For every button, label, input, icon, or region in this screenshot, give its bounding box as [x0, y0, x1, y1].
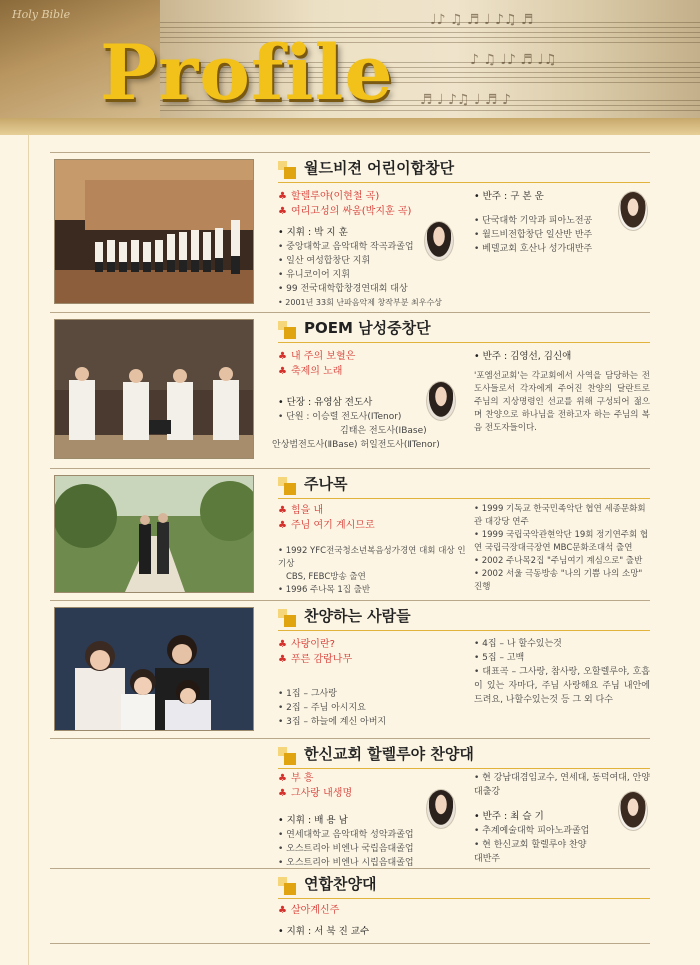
bible-cover-text: Holy Bible: [12, 8, 71, 21]
list-item: • 단국대학 기악과 피아노전공: [474, 214, 624, 228]
song-title: ♣ 축제의 노래: [278, 366, 343, 377]
list-item: • 유니코이어 지휘: [278, 268, 468, 282]
margin-line: [28, 135, 29, 965]
section-poem: [50, 312, 650, 464]
representative-songs: • 대표곡 – 그사랑, 참사랑, 오할렐루야, 호흡이 있는 자마다, 주님 사랑해요 주님 내안에 드려요, 나할수있는것 등 그 외 다수: [474, 665, 650, 707]
section-header: [278, 157, 650, 183]
section-header: [278, 473, 650, 499]
conductor-portrait: [424, 221, 454, 261]
list-item: • 현 강남대겸임교수, 연세대, 동덕여대, 안양대출강: [474, 771, 650, 799]
section-hanshin: [50, 738, 650, 866]
list-item: • 2001년 33회 난파음악제 창작부분 최우수상: [278, 296, 468, 310]
section-united: [50, 868, 650, 943]
section-title: 한신교회 할렐루야 찬양대: [304, 745, 474, 763]
bottom-divider: [50, 943, 650, 944]
header-banner: Holy Bible ♩♪ ♫ ♬ ♩ ♪♫ ♬ ♪ ♫ ♩♪ ♬ ♩♫ ♬ ♩ ♪♫ ♩ ♬ ♪ Profile: [0, 0, 700, 135]
member-line: • 단원 : 이승렬 전도사(ⅠTenor): [278, 412, 402, 422]
section-marker-icon: [278, 609, 296, 627]
accompanist-portrait: [618, 191, 648, 231]
accompanist-label: • 반주 : 구 본 운: [474, 191, 544, 202]
section-header: [278, 605, 650, 631]
song-title: ♣ 사랑이란?: [278, 639, 335, 650]
song-title: ♣ 푸른 감람나무: [278, 654, 353, 665]
group-photo: [54, 607, 254, 731]
duo-photo: [54, 475, 254, 593]
list-item: • 2002 서울 극동방송 "나의 기쁨 나의 소망" 진행: [474, 568, 650, 594]
album-item: • 1집 – 그사랑: [278, 687, 468, 701]
section-header: [278, 317, 650, 343]
quartet-photo: [54, 319, 254, 459]
song-title: ♣ 내 주의 보혈은: [278, 351, 356, 362]
list-item: • 1999 국립국악관현악단 19회 정기연주회 협연 국립극장대극장연 MBC문화조대석 출연: [474, 529, 650, 555]
album-item: • 5집 – 고백: [474, 651, 650, 665]
list-item: • 일산 여성합창단 지휘: [278, 254, 468, 268]
section-title: 연합찬양대: [304, 875, 377, 893]
section-marker-icon: [278, 477, 296, 495]
group-description: '포엠선교회'는 각교회에서 사역을 담당하는 전도사들로서 각자에게 주어진 찬양의 달란트로 주님의 지상명령인 선교를 위해 구성되어 젊으며 찬양으로 하나님을 전하고자 하는 주님의 복음 전도자들이다.: [474, 371, 650, 433]
conductor-label: • 지휘 : 서 북 진 교수: [278, 926, 370, 937]
leader-portrait: [426, 381, 456, 421]
section-header: [278, 873, 650, 899]
conductor-label: • 지휘 : 배 용 남: [278, 815, 348, 826]
accompanist-label: • 반주 : 최 슬 기: [474, 811, 544, 822]
choir-photo: [54, 159, 254, 304]
list-item: • 월드비전합창단 일산반 반주: [474, 228, 624, 242]
section-marker-icon: [278, 747, 296, 765]
list-item: • 추계예술대학 피아노과졸업: [474, 824, 650, 838]
song-title: ♣ 힘을 내: [278, 505, 324, 516]
leader-label: • 단장 : 유영삼 전도사: [278, 397, 373, 408]
accompanist-portrait: [618, 791, 648, 831]
song-title: ♣ 할렐루야(이현철 곡): [278, 191, 380, 202]
section-title: 주나목: [304, 475, 348, 493]
list-item: • 연세대학교 음악대학 성악과졸업: [278, 828, 468, 842]
list-item: • 2002 주나목2집 "주님여기 계심으로" 출반: [474, 555, 650, 568]
list-item: • 오스트리아 비엔나 시립음대졸업: [278, 856, 468, 870]
list-item: • 현 한신교회 할렐루야 찬양대반주: [474, 838, 594, 866]
list-item: • 1992 YFC전국청소년복음성가경연 대회 대상 인기상: [278, 545, 468, 571]
section-title: 찬양하는 사람들: [304, 607, 411, 625]
list-item: • 1999 기독교 한국민족악단 협연 세종문화회관 대강당 연주: [474, 503, 650, 529]
list-item: • 1996 주나목 1집 출반: [278, 584, 468, 597]
song-title: ♣ 주님 여기 계시므로: [278, 520, 375, 531]
section-junamok: [50, 468, 650, 598]
section-marker-icon: [278, 321, 296, 339]
song-title: ♣ 살아계신주: [278, 905, 340, 916]
album-item: • 2집 – 주님 아시지요: [278, 701, 468, 715]
section-title: 월드비젼 어린이합창단: [304, 159, 455, 177]
song-title: ♣ 부 흥: [278, 773, 314, 784]
list-item: • 오스트리아 비엔나 국립음대졸업: [278, 842, 468, 856]
list-item: • 99 전국대학합창경연대회 대상: [278, 282, 468, 296]
section-header: [278, 743, 650, 769]
song-title: ♣ 여리고성의 싸움(박지훈 곡): [278, 206, 412, 217]
conductor-portrait: [426, 789, 456, 829]
accompanist-label: • 반주 : 김영선, 김신애: [474, 351, 572, 362]
list-item: • 중앙대학교 음악대학 작곡과졸업: [278, 240, 468, 254]
member-line: 안상범전도사(ⅡBase) 허일전도사(ⅡTenor): [272, 440, 440, 450]
banner-band: [0, 118, 700, 135]
section-title: POEM 남성중창단: [304, 319, 431, 337]
list-item: CBS, FEBC방송 출연: [286, 572, 366, 582]
song-title: ♣ 그사랑 내생명: [278, 788, 353, 799]
album-item: • 4집 – 나 할수있는것: [474, 637, 650, 651]
page-title: Profile: [100, 28, 394, 117]
section-marker-icon: [278, 877, 296, 895]
member-line: 김태은 전도사(ⅠBase): [340, 426, 427, 436]
conductor-label: • 지휘 : 박 지 훈: [278, 227, 348, 238]
list-item: • 베델교회 호산나 성가대반주: [474, 242, 624, 256]
album-item: • 3집 – 하늘에 계신 아버지: [278, 715, 468, 729]
section-praisers: [50, 600, 650, 736]
section-worldvision: [50, 152, 650, 310]
section-marker-icon: [278, 161, 296, 179]
